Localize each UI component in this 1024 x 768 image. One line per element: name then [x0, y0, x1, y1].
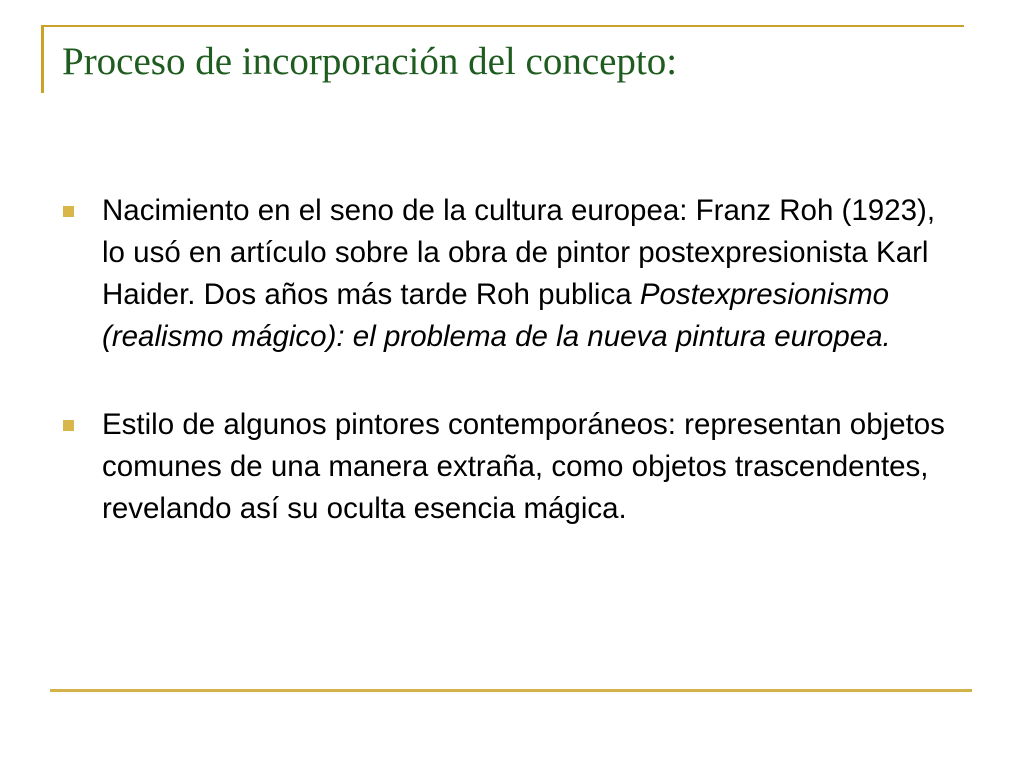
bullet-list	[62, 190, 962, 530]
bottom-divider	[50, 689, 972, 692]
title-frame-vertical-rule	[41, 25, 44, 93]
slide-title: Proceso de incorporación del concepto:	[62, 40, 678, 83]
bullet-text-italic-book-title: Postexpresionismo (realismo mágico): el problema de la nueva pintura europea.	[102, 278, 891, 353]
square-bullet-icon	[63, 420, 74, 431]
bullet-item-style	[62, 404, 962, 530]
bullet-text-plain: Estilo de algunos pintores contemporáneos: representan objetos comunes de una manera extraña, como objetos trascendentes, revelando así su oculta esencia mágica.	[102, 408, 945, 525]
square-bullet-icon	[63, 206, 74, 217]
bullet-item-origin	[62, 190, 962, 358]
bullet-text	[102, 404, 952, 530]
bullet-text-plain: Nacimiento en el seno de la cultura europea: Franz Roh (1923), lo usó en artículo sobre la obra de pintor postexpresionista Karl Haider. Dos años más tarde Roh publica	[102, 194, 936, 311]
bullet-text	[102, 190, 952, 358]
title-frame-horizontal-rule	[41, 25, 964, 27]
